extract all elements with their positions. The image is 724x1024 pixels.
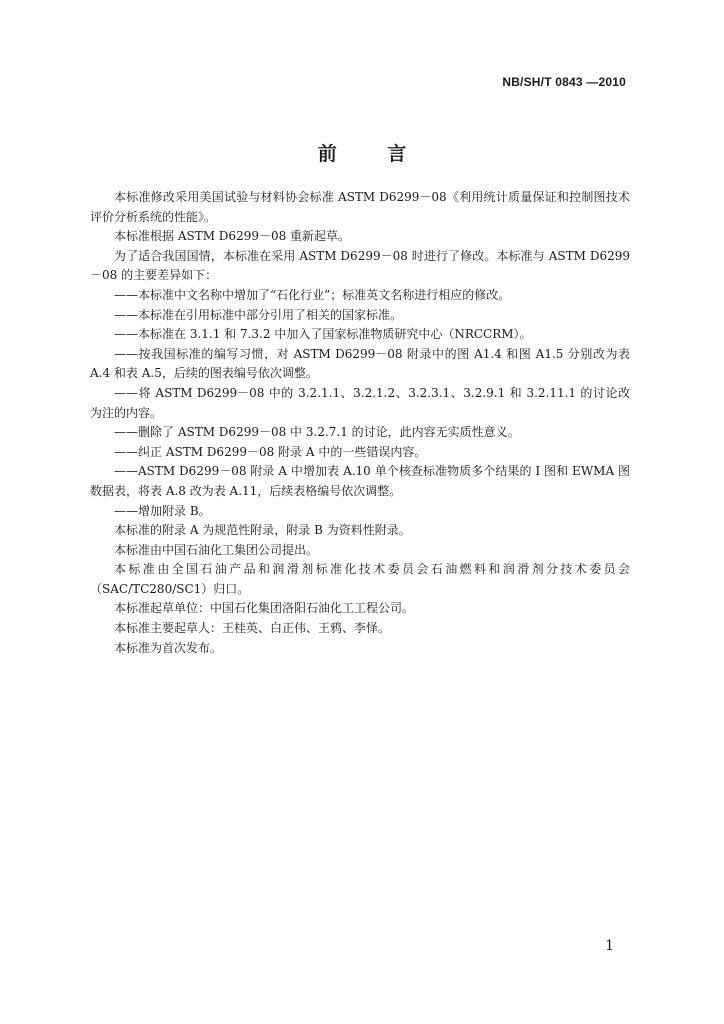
difference-item: ——纠正 ASTM D6299－08 附录 A 中的一些错误内容。 [114,444,427,459]
difference-item: ——本标准在 3.1.1 和 7.3.2 中加入了国家标准物质研究中心（NRCCRM）。 [114,327,532,342]
paragraph: 本标准起草单位：中国石化集团洛阳石油化工工程公司。 [114,601,415,616]
difference-item: ——增加附录 B。 [114,503,211,518]
foreword-body [90,188,630,658]
paragraph: 本标准为首次发布。 [114,640,223,655]
paragraph: 为了适合我国国情，本标准在采用 ASTM D6299－08 时进行了修改。本标准与 ASTM D6299－08 的主要差异如下： [90,248,630,283]
difference-item: ——本标准在引用标准中部分引用了相关的国家标准。 [114,307,403,322]
paragraph: 本标准的附录 A 为规范性附录，附录 B 为资料性附录。 [114,523,411,538]
difference-item: ——将 ASTM D6299－08 中的 3.2.1.1、3.2.1.2、3.2.3.1、3.2.9.1 和 3.2.11.1 的讨论改为注的内容。 [90,385,630,420]
difference-item: ——按我国标准的编写习惯，对 ASTM D6299－08 附录中的图 A1.4 和图 A1.5 分别改为表 A.4 和表 A.5，后续的图表编号依次调整。 [90,346,630,381]
difference-item: ——删除了 ASTM D6299－08 中 3.2.7.1 的讨论，此内容无实质性意义。 [114,425,520,440]
difference-item: ——ASTM D6299－08 附录 A 中增加表 A.10 单个核查标准物质多个结果的 I 图和 EWMA 图数据表，将表 A.8 改为表 A.11，后续表格编号依次调整。 [90,464,630,498]
paragraph: 本标准根据 ASTM D6299－08 重新起草。 [114,229,351,244]
standard-number: NB/SH/T 0843 —2010 [502,75,626,89]
paragraph: 本标准修改采用美国试验与材料协会标准 ASTM D6299－08《利用统计质量保证和控制图技术评价分析系统的性能》。 [90,190,630,224]
paragraph: 本标准由全国石油产品和润滑剂标准化技术委员会石油燃料和润滑剂分技术委员会（SAC/TC280/SC1）归口。 [90,562,630,596]
difference-item: ——本标准中文名称中增加了“石化行业”；标准英文名称进行相应的修改。 [114,287,511,302]
paragraph: 本标准由中国石油化工集团公司提出。 [114,542,319,557]
paragraph: 本标准主要起草人：王桂英、白正伟、王鸦、李怿。 [114,621,391,636]
page-number: 1 [605,938,614,954]
page-title: 前 言 [317,143,429,165]
